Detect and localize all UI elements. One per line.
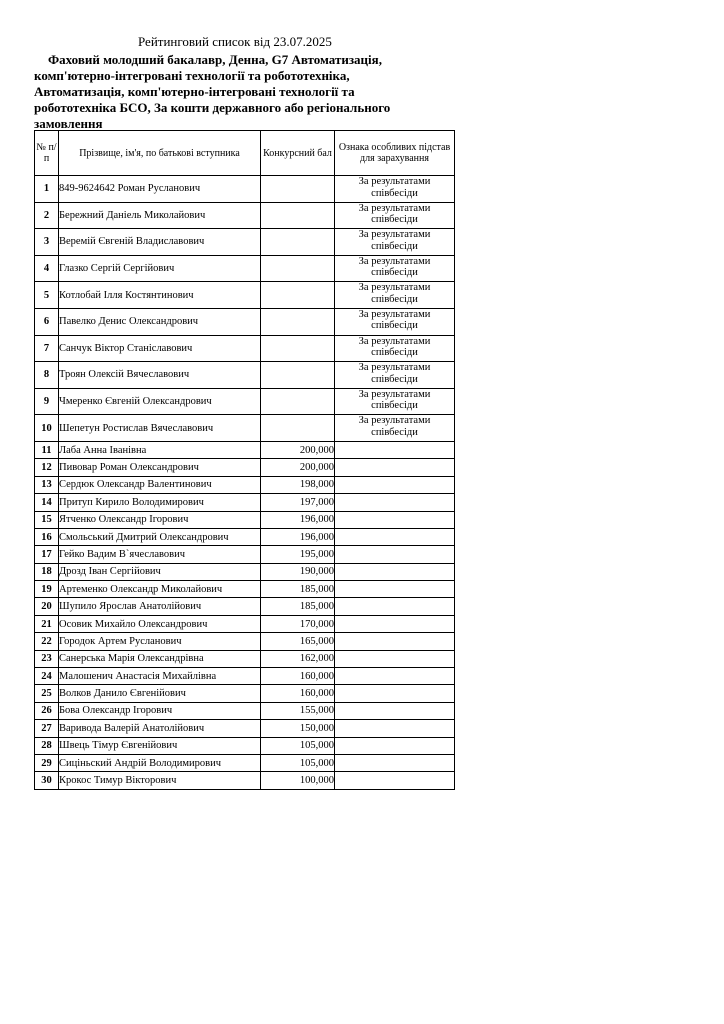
table-row bbox=[35, 494, 455, 511]
table-body bbox=[35, 176, 455, 790]
row-number: 16 bbox=[35, 528, 59, 545]
header-basis: Ознака особливих підстав для зарахування bbox=[335, 131, 455, 176]
applicant-name: Гейко Вадим В`ячеславович bbox=[59, 546, 261, 563]
competitive-score: 105,000 bbox=[261, 737, 335, 754]
row-number: 9 bbox=[35, 388, 59, 415]
applicant-name: Швець Тімур Євгенійович bbox=[59, 737, 261, 754]
row-number: 7 bbox=[35, 335, 59, 362]
row-number: 3 bbox=[35, 229, 59, 256]
document-heading bbox=[34, 52, 474, 132]
applicant-name: Ятченко Олександр Ігорович bbox=[59, 511, 261, 528]
special-basis bbox=[335, 528, 455, 545]
competitive-score: 170,000 bbox=[261, 615, 335, 632]
competitive-score: 185,000 bbox=[261, 598, 335, 615]
competitive-score bbox=[261, 255, 335, 282]
special-basis: За результатами співбесіди bbox=[335, 388, 455, 415]
table-row bbox=[35, 581, 455, 598]
applicant-name: Сердюк Олександр Валентинович bbox=[59, 476, 261, 493]
heading-line: Фаховий молодший бакалавр, Денна, G7 Автоматизація, bbox=[48, 52, 382, 67]
applicant-name: Веремій Євгеній Владиславович bbox=[59, 229, 261, 256]
competitive-score: 198,000 bbox=[261, 476, 335, 493]
special-basis bbox=[335, 754, 455, 771]
table-row bbox=[35, 415, 455, 442]
competitive-score: 160,000 bbox=[261, 685, 335, 702]
table-row bbox=[35, 308, 455, 335]
applicant-name: Смольський Дмитрий Олександрович bbox=[59, 528, 261, 545]
table-row bbox=[35, 720, 455, 737]
row-number: 1 bbox=[35, 176, 59, 203]
table-row bbox=[35, 737, 455, 754]
competitive-score bbox=[261, 282, 335, 309]
applicant-name: Пивовар Роман Олександрович bbox=[59, 459, 261, 476]
competitive-score: 200,000 bbox=[261, 441, 335, 458]
row-number: 30 bbox=[35, 772, 59, 789]
row-number: 20 bbox=[35, 598, 59, 615]
table-row bbox=[35, 615, 455, 632]
row-number: 8 bbox=[35, 362, 59, 389]
competitive-score: 165,000 bbox=[261, 633, 335, 650]
table-row bbox=[35, 528, 455, 545]
row-number: 14 bbox=[35, 494, 59, 511]
competitive-score: 185,000 bbox=[261, 581, 335, 598]
row-number: 4 bbox=[35, 255, 59, 282]
special-basis: За результатами співбесіди bbox=[335, 335, 455, 362]
table-row bbox=[35, 563, 455, 580]
special-basis bbox=[335, 772, 455, 789]
table-row bbox=[35, 282, 455, 309]
row-number: 13 bbox=[35, 476, 59, 493]
row-number: 10 bbox=[35, 415, 59, 442]
competitive-score bbox=[261, 229, 335, 256]
row-number: 24 bbox=[35, 668, 59, 685]
competitive-score: 160,000 bbox=[261, 668, 335, 685]
applicant-name: Малошенич Анастасія Михайлівна bbox=[59, 668, 261, 685]
table-row bbox=[35, 362, 455, 389]
applicant-name: Городок Артем Русланович bbox=[59, 633, 261, 650]
table-row bbox=[35, 476, 455, 493]
competitive-score: 197,000 bbox=[261, 494, 335, 511]
special-basis bbox=[335, 598, 455, 615]
applicant-name: Сиціньский Андрій Володимирович bbox=[59, 754, 261, 771]
competitive-score bbox=[261, 388, 335, 415]
table-row bbox=[35, 459, 455, 476]
heading-line: замовлення bbox=[34, 116, 103, 131]
row-number: 2 bbox=[35, 202, 59, 229]
table-row bbox=[35, 633, 455, 650]
table-row bbox=[35, 511, 455, 528]
table-row bbox=[35, 772, 455, 789]
special-basis: За результатами співбесіди bbox=[335, 308, 455, 335]
applicant-name: Лаба Анна Іванівна bbox=[59, 441, 261, 458]
heading-line: робототехніка БСО, За кошти державного або регіонального bbox=[34, 100, 391, 115]
row-number: 23 bbox=[35, 650, 59, 667]
special-basis: За результатами співбесіди bbox=[335, 202, 455, 229]
row-number: 29 bbox=[35, 754, 59, 771]
header-num: № п/п bbox=[35, 131, 59, 176]
competitive-score: 190,000 bbox=[261, 563, 335, 580]
special-basis bbox=[335, 494, 455, 511]
special-basis: За результатами співбесіди bbox=[335, 229, 455, 256]
special-basis bbox=[335, 633, 455, 650]
table-row bbox=[35, 650, 455, 667]
competitive-score: 100,000 bbox=[261, 772, 335, 789]
applicant-name: Шепетун Ростислав Вячеславович bbox=[59, 415, 261, 442]
table-row bbox=[35, 754, 455, 771]
applicant-name: Дрозд Іван Сергійович bbox=[59, 563, 261, 580]
applicant-name: 849-9624642 Роман Русланович bbox=[59, 176, 261, 203]
competitive-score: 196,000 bbox=[261, 511, 335, 528]
applicant-name: Павелко Денис Олександрович bbox=[59, 308, 261, 335]
applicant-name: Санчук Віктор Станіславович bbox=[59, 335, 261, 362]
row-number: 22 bbox=[35, 633, 59, 650]
heading-line: Автоматизація, комп'ютерно-інтегровані технології та bbox=[34, 84, 355, 99]
document-date: Рейтинговий список від 23.07.2025 bbox=[138, 34, 332, 49]
row-number: 25 bbox=[35, 685, 59, 702]
row-number: 5 bbox=[35, 282, 59, 309]
competitive-score: 162,000 bbox=[261, 650, 335, 667]
row-number: 26 bbox=[35, 702, 59, 719]
table-row bbox=[35, 702, 455, 719]
competitive-score: 150,000 bbox=[261, 720, 335, 737]
applicant-name: Глазко Сергій Сергійович bbox=[59, 255, 261, 282]
applicant-name: Варивода Валерій Анатолійович bbox=[59, 720, 261, 737]
table-row bbox=[35, 668, 455, 685]
table-row bbox=[35, 685, 455, 702]
row-number: 12 bbox=[35, 459, 59, 476]
header-name: Прізвище, ім'я, по батькові вступника bbox=[59, 131, 261, 176]
special-basis bbox=[335, 737, 455, 754]
table-row bbox=[35, 441, 455, 458]
applicant-name: Шупило Ярослав Анатолійович bbox=[59, 598, 261, 615]
heading-line: комп'ютерно-інтегровані технології та робототехніка, bbox=[34, 68, 350, 83]
competitive-score: 195,000 bbox=[261, 546, 335, 563]
special-basis bbox=[335, 581, 455, 598]
table-header-row bbox=[35, 131, 455, 176]
row-number: 17 bbox=[35, 546, 59, 563]
special-basis bbox=[335, 546, 455, 563]
special-basis bbox=[335, 702, 455, 719]
applicant-name: Бова Олександр Ігорович bbox=[59, 702, 261, 719]
table-row bbox=[35, 388, 455, 415]
special-basis bbox=[335, 441, 455, 458]
special-basis bbox=[335, 720, 455, 737]
row-number: 21 bbox=[35, 615, 59, 632]
special-basis: За результатами співбесіди bbox=[335, 176, 455, 203]
special-basis bbox=[335, 615, 455, 632]
applicant-name: Артеменко Олександр Миколайович bbox=[59, 581, 261, 598]
competitive-score bbox=[261, 362, 335, 389]
row-number: 6 bbox=[35, 308, 59, 335]
row-number: 18 bbox=[35, 563, 59, 580]
special-basis bbox=[335, 668, 455, 685]
competitive-score bbox=[261, 335, 335, 362]
competitive-score bbox=[261, 176, 335, 203]
special-basis: За результатами співбесіди bbox=[335, 362, 455, 389]
special-basis: За результатами співбесіди bbox=[335, 282, 455, 309]
table-row bbox=[35, 176, 455, 203]
applicant-name: Троян Олексій Вячеславович bbox=[59, 362, 261, 389]
special-basis bbox=[335, 511, 455, 528]
special-basis bbox=[335, 459, 455, 476]
table-row bbox=[35, 202, 455, 229]
row-number: 15 bbox=[35, 511, 59, 528]
applicant-name: Волков Данило Євгенійович bbox=[59, 685, 261, 702]
competitive-score: 105,000 bbox=[261, 754, 335, 771]
applicant-name: Котлобай Ілля Костянтинович bbox=[59, 282, 261, 309]
special-basis bbox=[335, 685, 455, 702]
applicant-name: Притуп Кирило Володимирович bbox=[59, 494, 261, 511]
competitive-score: 196,000 bbox=[261, 528, 335, 545]
competitive-score: 155,000 bbox=[261, 702, 335, 719]
header-score: Конкурсний бал bbox=[261, 131, 335, 176]
competitive-score bbox=[261, 308, 335, 335]
special-basis bbox=[335, 476, 455, 493]
row-number: 27 bbox=[35, 720, 59, 737]
table-row bbox=[35, 546, 455, 563]
table-row bbox=[35, 229, 455, 256]
applicant-name: Бережний Даніель Миколайович bbox=[59, 202, 261, 229]
rating-table bbox=[34, 130, 455, 790]
competitive-score bbox=[261, 415, 335, 442]
special-basis: За результатами співбесіди bbox=[335, 255, 455, 282]
applicant-name: Осовик Михайло Олександрович bbox=[59, 615, 261, 632]
special-basis bbox=[335, 563, 455, 580]
applicant-name: Санерська Марія Олександрівна bbox=[59, 650, 261, 667]
row-number: 19 bbox=[35, 581, 59, 598]
row-number: 11 bbox=[35, 441, 59, 458]
competitive-score bbox=[261, 202, 335, 229]
special-basis bbox=[335, 650, 455, 667]
applicant-name: Крокос Тимур Вікторович bbox=[59, 772, 261, 789]
table-row bbox=[35, 598, 455, 615]
special-basis: За результатами співбесіди bbox=[335, 415, 455, 442]
row-number: 28 bbox=[35, 737, 59, 754]
table-row bbox=[35, 255, 455, 282]
applicant-name: Чмеренко Євгеній Олександрович bbox=[59, 388, 261, 415]
competitive-score: 200,000 bbox=[261, 459, 335, 476]
table-row bbox=[35, 335, 455, 362]
